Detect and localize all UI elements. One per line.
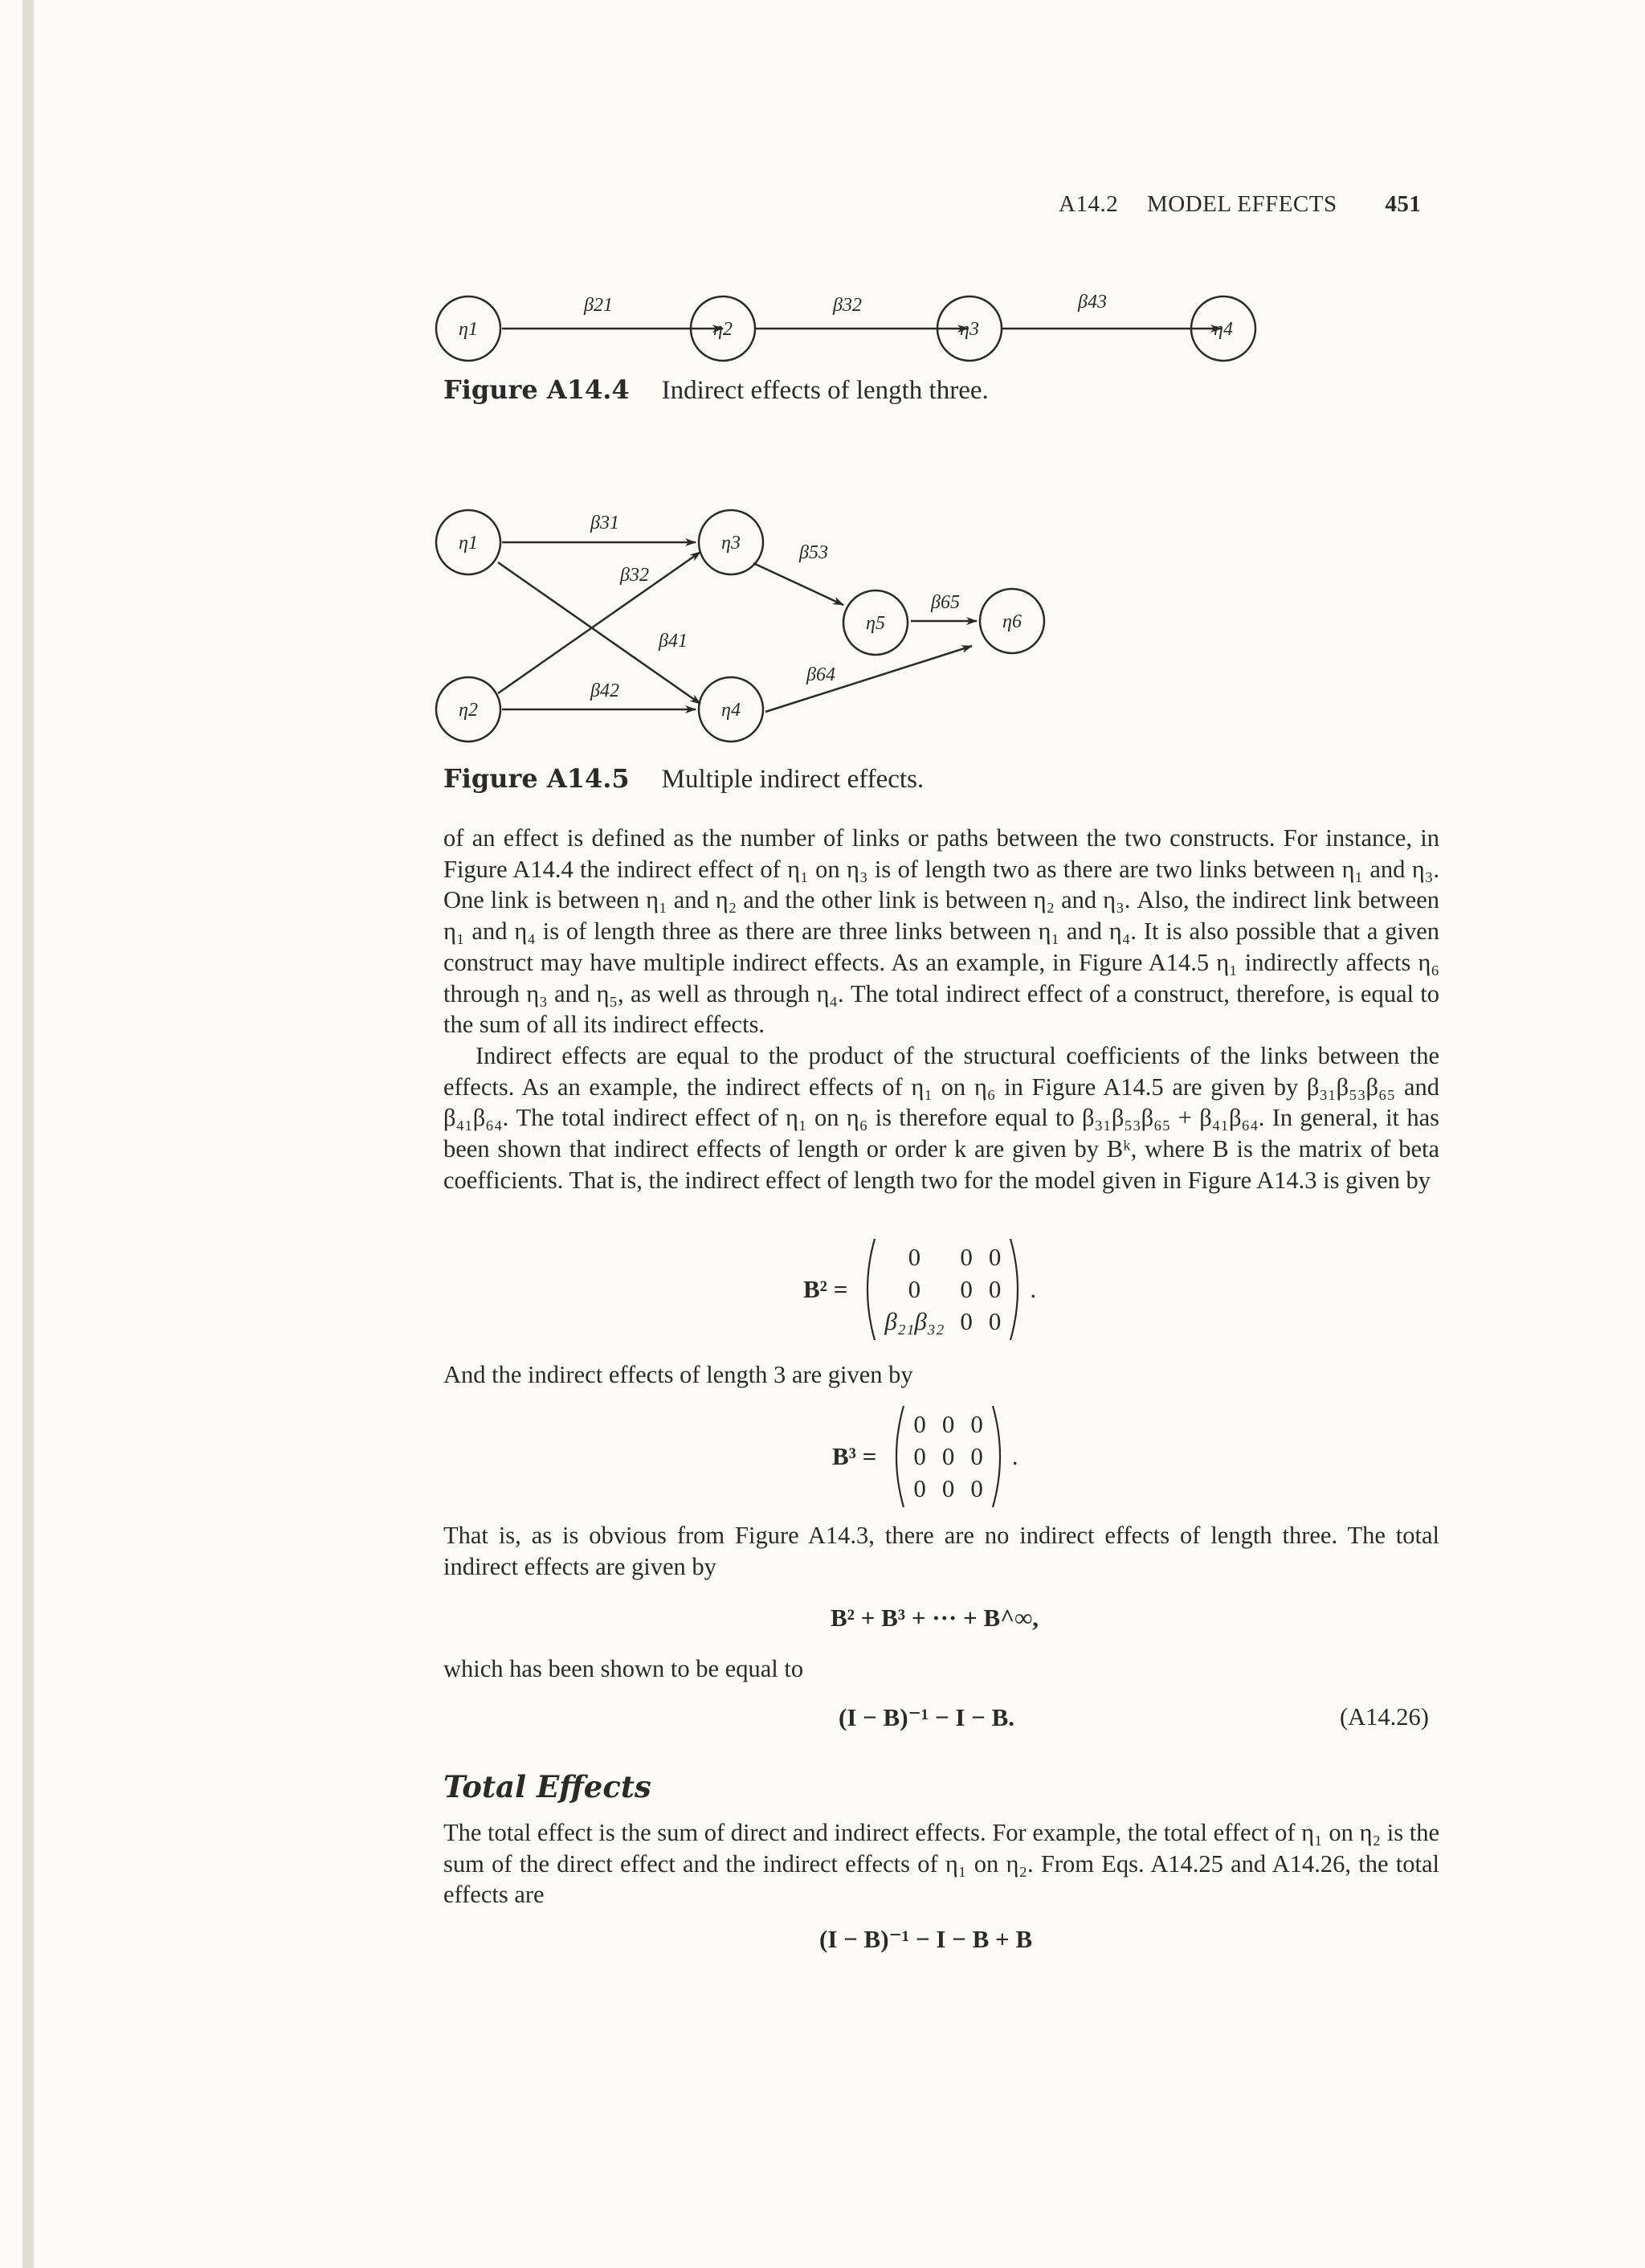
matrix-b-squared xyxy=(876,1241,1009,1338)
node-label: η5 xyxy=(866,613,885,634)
right-paren xyxy=(1009,1237,1027,1342)
matrix-lhs: B³ = xyxy=(832,1442,877,1470)
edge-label: β43 xyxy=(1078,292,1107,313)
edge-b32 xyxy=(498,552,700,693)
edge-b64 xyxy=(765,646,972,712)
matrix-cell: 0 xyxy=(970,1442,983,1470)
equation-total-effects: (I − B)⁻¹ − I − B + B xyxy=(819,1925,1033,1953)
edge-b53 xyxy=(753,563,843,605)
matrix-cell: 0 xyxy=(908,1243,921,1271)
equation-number: (A14.26) xyxy=(1340,1703,1429,1731)
caption-text: Indirect effects of length three. xyxy=(661,376,989,405)
equation-sum-powers: B² + B³ + ··· + B^∞, xyxy=(831,1604,1039,1632)
figure-a14-5-diagram xyxy=(434,494,1076,759)
matrix-cell: 0 xyxy=(941,1474,955,1502)
matrix-cell: 0 xyxy=(960,1243,973,1271)
caption-label: Figure A14.4 xyxy=(443,374,630,405)
paragraph-total-effects: The total effect is the sum of direct and indirect effects. For example, the total effect of η₁ on η₂ is the sum of the direct effect and the indirect effects of η₁ on η₂. From Eqs. A14.25 and A14.26, the total effects are xyxy=(443,1819,1439,1909)
node-label: η2 xyxy=(713,319,733,340)
matrix-cell: 0 xyxy=(960,1275,973,1303)
edge-label: β21 xyxy=(584,295,613,316)
matrix-cell: 0 xyxy=(913,1442,926,1470)
section-title: MODEL EFFECTS xyxy=(1146,191,1337,217)
page-binding-shadow xyxy=(22,0,34,2268)
edge-label: β32 xyxy=(620,565,649,586)
figure-a14-5-caption xyxy=(443,763,924,795)
node-label: η3 xyxy=(960,319,979,340)
matrix-cell: 0 xyxy=(941,1410,955,1438)
paragraph-path-length: of an effect is defined as the number of links or paths between the two constructs. For instance, in Figure A14.4 the indirect effect of η₁ on η₃ is of length two as there are two links between η₁ and η₃. One link is between η₁ and η₂ and the other link is between η₂ and η₃. Also, the indirect link between η₁ and η₄ is of length three as there are three links between η₁ and η₄. It is also possible that a given construct may have multiple indirect effects. As an example, in Figure A14.5 η₁ indirectly affects η₆ through η₃ and η₅, as well as through η₄. The total indirect effect of a construct, therefore, is equal to the sum of all its indirect effects. xyxy=(443,824,1439,1039)
right-paren xyxy=(991,1404,1009,1509)
caption-text: Multiple indirect effects. xyxy=(661,765,925,794)
node-label: η1 xyxy=(459,319,478,340)
left-paren xyxy=(888,1404,905,1509)
paragraph-length-three: And the indirect effects of length 3 are given by xyxy=(443,1361,913,1388)
page-number: 451 xyxy=(1385,191,1422,217)
matrix-lhs: B² = xyxy=(803,1275,848,1303)
section-heading-total-effects: Total Effects xyxy=(443,1769,651,1804)
section-number: A14.2 xyxy=(1059,191,1119,217)
equation-inverse: (I − B)⁻¹ − I − B. xyxy=(839,1703,1015,1731)
equation-period: . xyxy=(1011,1442,1018,1470)
node-label: η6 xyxy=(1002,611,1022,632)
caption-label: Figure A14.5 xyxy=(443,763,630,794)
matrix-cell: β₂₁β₃₂ xyxy=(884,1307,945,1335)
matrix-b-cubed xyxy=(905,1408,991,1505)
paragraph-indirect-effects-text: Indirect effects are equal to the product of the structural coefficients of the links between the effects. As an example, the indirect effects of η₁ on η₆ in Figure A14.5 are given by β₃₁β₅₃β₆₅ and β₄₁β₆₄. The total indirect effect of η₁ on η₆ is therefore equal to β₃₁β₅₃β₆₅ + β₄₁β₆₄. In general, it has been shown that indirect effects of length or order k are given by Bᵏ, where B is the matrix of beta coefficients. That is, the indirect effect of length two for the model given in Figure A14.3 is given by xyxy=(443,1042,1439,1194)
left-paren xyxy=(859,1237,876,1342)
edge-label: β64 xyxy=(806,664,835,685)
matrix-cell: 0 xyxy=(913,1410,926,1438)
matrix-cell: 0 xyxy=(970,1410,983,1438)
edge-label: β32 xyxy=(833,295,862,316)
node-label: η2 xyxy=(459,700,478,721)
edge-label: β65 xyxy=(931,592,960,613)
paragraph-no-length-three: That is, as is obvious from Figure A14.3, there are no indirect effects of length three. The total indirect effects are given by xyxy=(443,1522,1439,1580)
matrix-cell: 0 xyxy=(960,1307,973,1335)
matrix-cell: 0 xyxy=(913,1474,926,1502)
matrix-cell: 0 xyxy=(988,1275,1002,1303)
equation-b-cubed xyxy=(832,1404,1018,1509)
node-label: η4 xyxy=(721,700,741,721)
paragraph-indirect-effects xyxy=(443,1040,1439,1196)
paragraph-shown-equal: which has been shown to be equal to xyxy=(443,1655,804,1682)
node-label: η3 xyxy=(721,533,741,554)
matrix-cell: 0 xyxy=(970,1474,983,1502)
node-label: η1 xyxy=(459,533,478,554)
matrix-cell: 0 xyxy=(941,1442,955,1470)
figure-a14-4-diagram xyxy=(434,273,1269,386)
edge-label: β31 xyxy=(590,513,619,533)
equation-b-squared xyxy=(803,1237,1036,1342)
matrix-cell: 0 xyxy=(988,1307,1002,1335)
equation-period: . xyxy=(1030,1275,1037,1303)
matrix-cell: 0 xyxy=(908,1275,921,1303)
edge-label: β42 xyxy=(590,680,619,701)
edge-label: β53 xyxy=(799,542,828,563)
figure-a14-4-caption xyxy=(443,374,989,406)
node-label: η4 xyxy=(1214,319,1233,340)
edge-label: β41 xyxy=(659,631,688,652)
matrix-cell: 0 xyxy=(988,1243,1002,1271)
running-header xyxy=(1059,191,1421,218)
